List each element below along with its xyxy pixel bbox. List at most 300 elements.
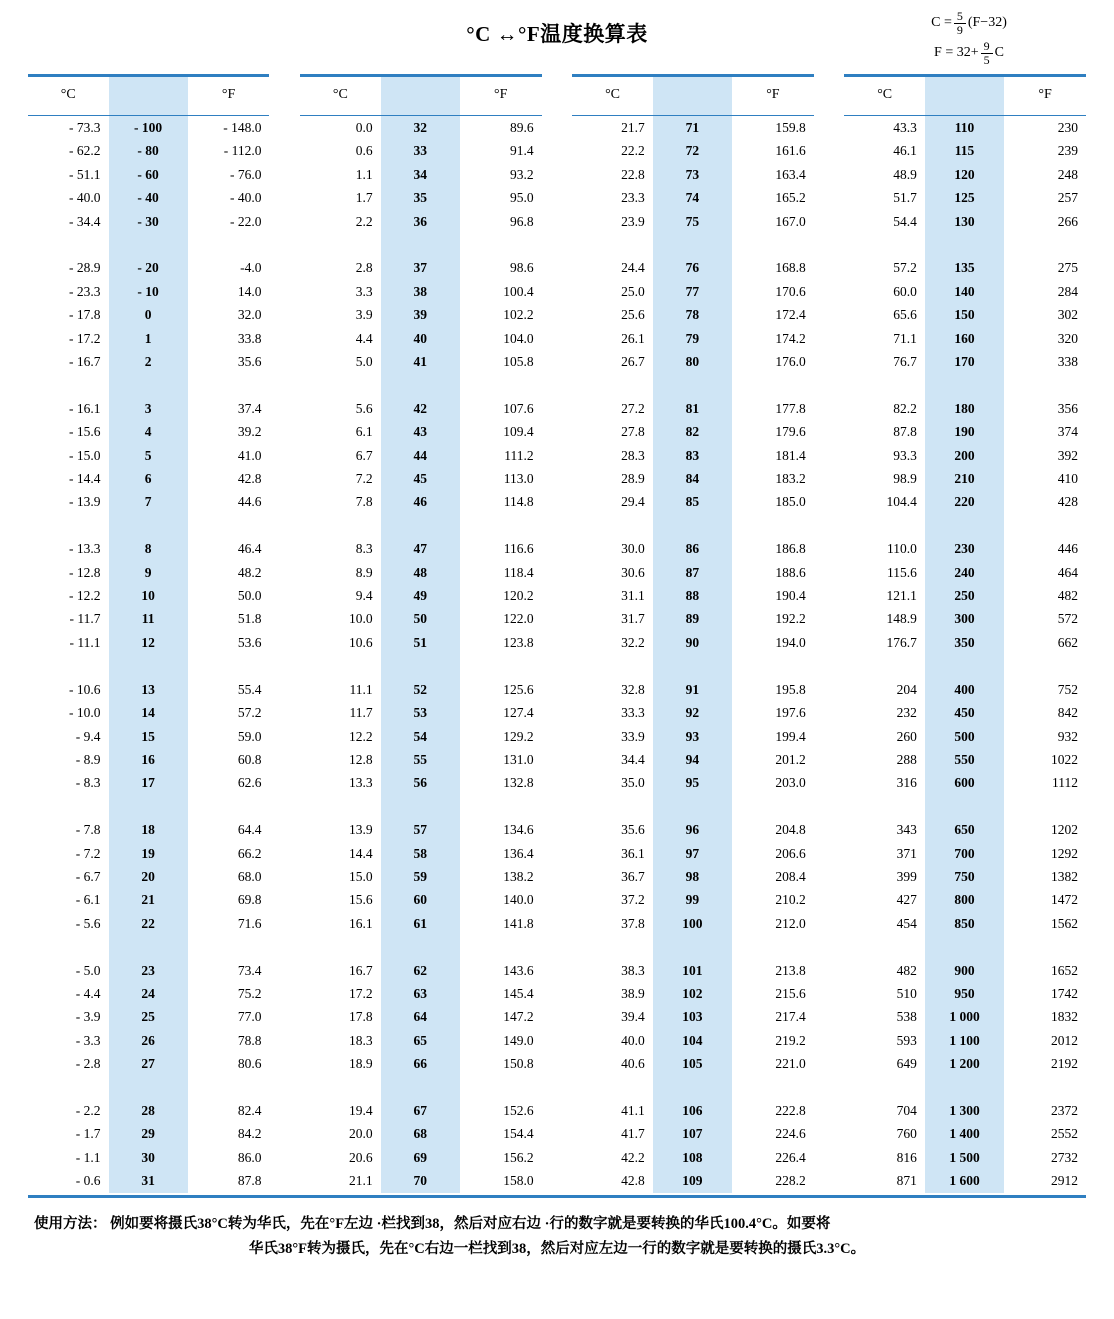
cell-celsius: 17.2 [349, 985, 373, 1001]
cell-base-value: 109 [653, 1169, 732, 1192]
table-row [28, 327, 1086, 350]
cell-base-value: 62 [381, 959, 460, 982]
spacer-cell [300, 233, 381, 256]
cell-base-value: - 80 [109, 139, 188, 162]
spacer-cell [572, 935, 653, 958]
cell-base-value: 1 200 [925, 1052, 1004, 1075]
spacer-cell [460, 1076, 542, 1099]
table-row [28, 1169, 1086, 1192]
cell-gap [814, 280, 845, 303]
cell-gap [542, 1005, 573, 1028]
spacer-cell [1004, 514, 1086, 537]
cell-fahrenheit: 62.6 [237, 775, 262, 791]
cell-base-value: 18 [109, 818, 188, 841]
cell-celsius: 2.2 [355, 213, 373, 229]
cell-base-value: 85 [653, 490, 732, 513]
cell-fahrenheit: 1652 [1051, 962, 1078, 978]
cell-gap [269, 327, 300, 350]
spacer-gap [814, 514, 845, 537]
cell-base-value: 90 [653, 631, 732, 654]
spacer-cell-mid [109, 654, 188, 677]
cell-celsius: 399 [896, 868, 917, 884]
cell-fahrenheit: 93.2 [510, 166, 534, 182]
cell-celsius: - 15.0 [69, 447, 101, 463]
cell-base-value: 11 [109, 607, 188, 630]
cell-gap [542, 748, 573, 771]
spacer-cell [844, 795, 925, 818]
cell-celsius: 46.1 [893, 143, 917, 159]
cell-fahrenheit: 82.4 [237, 1102, 262, 1118]
cell-fahrenheit: 95.0 [510, 190, 534, 206]
cell-gap [814, 116, 845, 139]
cell-base-value: 99 [653, 888, 732, 911]
cell-base-value: 97 [653, 842, 732, 865]
cell-base-value: 106 [653, 1099, 732, 1122]
cell-base-value: 1 400 [925, 1122, 1004, 1145]
cell-fahrenheit: 356 [1057, 400, 1078, 416]
cell-celsius: 42.8 [621, 1173, 645, 1189]
cell-celsius: 57.2 [893, 260, 917, 276]
cell-gap [814, 1122, 845, 1145]
cell-fahrenheit: 134.6 [503, 822, 534, 838]
cell-fahrenheit: 114.8 [503, 494, 534, 510]
formula-fahrenheit-lead: F = 32+ [934, 45, 979, 60]
cell-fahrenheit: 842 [1057, 705, 1078, 721]
cell-base-value: 39 [381, 303, 460, 326]
cell-fahrenheit: 374 [1057, 424, 1078, 440]
cell-fahrenheit: 84.2 [237, 1126, 262, 1142]
cell-celsius: 15.0 [349, 868, 373, 884]
cell-fahrenheit: 55.4 [237, 681, 262, 697]
spacer-cell [844, 373, 925, 396]
spacer-gap [542, 795, 573, 818]
cell-celsius: 40.0 [621, 1032, 645, 1048]
cell-gap [814, 327, 845, 350]
cell-gap [542, 561, 573, 584]
cell-celsius: 38.9 [621, 985, 645, 1001]
cell-base-value: 103 [653, 1005, 732, 1028]
cell-gap [269, 1029, 300, 1052]
cell-gap [814, 748, 845, 771]
cell-gap [542, 537, 573, 560]
cell-gap [269, 186, 300, 209]
cell-gap [542, 842, 573, 865]
cell-fahrenheit: 145.4 [503, 985, 534, 1001]
cell-gap [542, 350, 573, 373]
table-group-spacer [28, 935, 1086, 958]
cell-gap [814, 678, 845, 701]
cell-gap [814, 303, 845, 326]
cell-celsius: 13.3 [349, 775, 373, 791]
spacer-cell-mid [653, 795, 732, 818]
table-row [28, 888, 1086, 911]
cell-celsius: 18.3 [349, 1032, 373, 1048]
cell-celsius: - 16.1 [69, 400, 101, 416]
spacer-cell [732, 233, 814, 256]
spacer-cell-mid [109, 233, 188, 256]
spacer-cell [572, 1076, 653, 1099]
spacer-cell-mid [925, 373, 1004, 396]
cell-gap [542, 467, 573, 490]
cell-gap [814, 771, 845, 794]
cell-fahrenheit: 41.0 [237, 447, 262, 463]
cell-fahrenheit: 172.4 [775, 307, 806, 323]
cell-celsius: 41.1 [621, 1102, 645, 1118]
cell-fahrenheit: 46.4 [237, 541, 262, 557]
cell-celsius: 43.3 [893, 120, 917, 135]
spacer-cell [188, 795, 270, 818]
cell-fahrenheit: 662 [1057, 634, 1078, 650]
cell-celsius: - 6.7 [75, 868, 101, 884]
cell-fahrenheit: 190.4 [775, 588, 806, 604]
spacer-cell [28, 654, 109, 677]
cell-base-value: 1 300 [925, 1099, 1004, 1122]
cell-fahrenheit: - 22.0 [229, 213, 262, 229]
cell-fahrenheit: 161.6 [775, 143, 806, 159]
cell-base-value: 1 500 [925, 1146, 1004, 1169]
spacer-cell [300, 795, 381, 818]
cell-base-value: 31 [109, 1169, 188, 1192]
cell-celsius: 76.7 [893, 354, 917, 370]
header-mid-3 [653, 77, 732, 115]
cell-celsius: - 8.9 [75, 751, 101, 767]
cell-fahrenheit: 1472 [1051, 892, 1078, 908]
cell-fahrenheit: 118.4 [503, 564, 534, 580]
cell-base-value: 61 [381, 912, 460, 935]
cell-fahrenheit: 48.2 [237, 564, 262, 580]
cell-fahrenheit: 204.8 [775, 822, 806, 838]
cell-base-value: 42 [381, 397, 460, 420]
cell-gap [269, 607, 300, 630]
cell-gap [542, 631, 573, 654]
cell-fahrenheit: 141.8 [503, 915, 534, 931]
cell-fahrenheit: 338 [1057, 354, 1078, 370]
cell-gap [542, 865, 573, 888]
cell-celsius: 87.8 [893, 424, 917, 440]
spacer-cell [460, 935, 542, 958]
cell-fahrenheit: 167.0 [775, 213, 806, 229]
cell-base-value: 41 [381, 350, 460, 373]
cell-base-value: 71 [653, 116, 732, 139]
cell-celsius: - 11.7 [69, 611, 101, 627]
cell-gap [269, 537, 300, 560]
table-row [28, 842, 1086, 865]
cell-celsius: - 4.4 [75, 985, 101, 1001]
cell-celsius: 538 [896, 1009, 917, 1025]
cell-fahrenheit: 44.6 [237, 494, 262, 510]
cell-celsius: - 1.7 [75, 1126, 101, 1142]
spacer-gap [542, 935, 573, 958]
cell-fahrenheit: 215.6 [775, 985, 806, 1001]
spacer-cell [732, 654, 814, 677]
formula-fahrenheit-tail: C [994, 45, 1004, 60]
cell-fahrenheit: 131.0 [503, 751, 534, 767]
cell-fahrenheit: 77.0 [237, 1009, 262, 1025]
header-celsius-2: °C [332, 87, 348, 102]
spacer-cell-mid [381, 1076, 460, 1099]
cell-base-value: - 20 [109, 256, 188, 279]
formula-celsius-lead: C = [931, 15, 952, 30]
cell-base-value: 59 [381, 865, 460, 888]
cell-base-value: 0 [109, 303, 188, 326]
cell-base-value: 10 [109, 584, 188, 607]
cell-fahrenheit: 100.4 [503, 283, 534, 299]
cell-base-value: 82 [653, 420, 732, 443]
cell-base-value: 600 [925, 771, 1004, 794]
cell-base-value: 84 [653, 467, 732, 490]
cell-fahrenheit: 320 [1057, 330, 1078, 346]
cell-gap [814, 397, 845, 420]
cell-fahrenheit: 165.2 [775, 190, 806, 206]
cell-fahrenheit: 89.6 [510, 120, 534, 135]
cell-fahrenheit: 96.8 [510, 213, 534, 229]
cell-celsius: 288 [896, 751, 917, 767]
cell-gap [542, 1052, 573, 1075]
cell-celsius: 816 [896, 1149, 917, 1165]
cell-fahrenheit: 572 [1057, 611, 1078, 627]
cell-gap [814, 1052, 845, 1075]
cell-fahrenheit: 1202 [1051, 822, 1078, 838]
cell-celsius: 371 [896, 845, 917, 861]
table-row [28, 116, 1086, 139]
cell-celsius: 8.9 [355, 564, 373, 580]
cell-celsius: 16.7 [349, 962, 373, 978]
cell-celsius: 0.0 [355, 120, 373, 135]
spacer-cell-mid [381, 373, 460, 396]
spacer-cell-mid [109, 935, 188, 958]
cell-gap [814, 1169, 845, 1192]
cell-celsius: 121.1 [886, 588, 917, 604]
cell-base-value: 16 [109, 748, 188, 771]
cell-fahrenheit: 1742 [1051, 985, 1078, 1001]
cell-fahrenheit: 230 [1057, 120, 1078, 135]
cell-base-value: 14 [109, 701, 188, 724]
table-row [28, 303, 1086, 326]
cell-gap [542, 982, 573, 1005]
cell-gap [542, 490, 573, 513]
cell-fahrenheit: 60.8 [237, 751, 262, 767]
table-row [28, 139, 1086, 162]
cell-celsius: - 10.0 [69, 705, 101, 721]
spacer-cell [28, 233, 109, 256]
spacer-gap [814, 795, 845, 818]
cell-celsius: 31.1 [621, 588, 645, 604]
cell-base-value: 750 [925, 865, 1004, 888]
cell-fahrenheit: 275 [1057, 260, 1078, 276]
cell-base-value: 86 [653, 537, 732, 560]
cell-fahrenheit: 410 [1057, 471, 1078, 487]
cell-fahrenheit: 219.2 [775, 1032, 806, 1048]
gap-h-2 [542, 77, 573, 115]
table-row [28, 444, 1086, 467]
cell-base-value: 800 [925, 888, 1004, 911]
cell-base-value: 20 [109, 865, 188, 888]
header-mid-1 [109, 77, 188, 115]
cell-celsius: 115.6 [887, 564, 917, 580]
cell-fahrenheit: - 40.0 [229, 190, 262, 206]
cell-celsius: 0.6 [355, 143, 373, 159]
cell-base-value: 350 [925, 631, 1004, 654]
cell-celsius: 22.8 [621, 166, 645, 182]
cell-celsius: - 12.2 [69, 588, 101, 604]
spacer-cell-mid [381, 795, 460, 818]
cell-base-value: 64 [381, 1005, 460, 1028]
cell-base-value: 1 000 [925, 1005, 1004, 1028]
cell-gap [269, 678, 300, 701]
cell-celsius: - 7.2 [75, 845, 101, 861]
cell-fahrenheit: 1562 [1051, 915, 1078, 931]
cell-fahrenheit: 107.6 [503, 400, 534, 416]
cell-fahrenheit: 170.6 [775, 283, 806, 299]
table-group-spacer [28, 514, 1086, 537]
spacer-cell [28, 373, 109, 396]
cell-gap [814, 210, 845, 233]
cell-gap [269, 210, 300, 233]
cell-celsius: 25.0 [621, 283, 645, 299]
table-row [28, 210, 1086, 233]
spacer-cell [572, 795, 653, 818]
spacer-cell-mid [653, 373, 732, 396]
cell-base-value: 7 [109, 490, 188, 513]
spacer-cell-mid [925, 233, 1004, 256]
cell-gap [814, 888, 845, 911]
cell-celsius: - 34.4 [69, 213, 101, 229]
cell-fahrenheit: 228.2 [775, 1173, 806, 1189]
footnote-line-2: 华氏38°F转为摄氏，先在°C右边一栏找到38，然后对应左边一行的数字就是要转换的摄氏3.3°C。 [248, 1240, 866, 1257]
cell-celsius: 316 [896, 775, 917, 791]
header-celsius-4: °C [877, 87, 893, 102]
cell-base-value: 220 [925, 490, 1004, 513]
cell-base-value: 87 [653, 561, 732, 584]
cell-celsius: 19.4 [349, 1102, 373, 1118]
cell-celsius: 11.7 [349, 705, 373, 721]
spacer-cell [300, 935, 381, 958]
cell-fahrenheit: 14.0 [237, 283, 262, 299]
cell-celsius: 15.6 [349, 892, 373, 908]
cell-celsius: 482 [896, 962, 917, 978]
cell-gap [269, 1169, 300, 1192]
cell-celsius: 27.2 [621, 400, 645, 416]
cell-fahrenheit: 156.2 [503, 1149, 534, 1165]
cell-fahrenheit: 57.2 [237, 705, 262, 721]
table-row [28, 280, 1086, 303]
cell-base-value: 1 100 [925, 1029, 1004, 1052]
page-title: °C ↔°F温度换算表 [466, 22, 648, 46]
cell-base-value: 77 [653, 280, 732, 303]
cell-base-value: 22 [109, 912, 188, 935]
cell-celsius: - 7.8 [75, 822, 101, 838]
cell-gap [269, 1122, 300, 1145]
spacer-cell-mid [381, 514, 460, 537]
cell-base-value: 115 [925, 139, 1004, 162]
table-row [28, 467, 1086, 490]
cell-fahrenheit: 1832 [1051, 1009, 1078, 1025]
cell-base-value: 107 [653, 1122, 732, 1145]
header [28, 0, 1086, 74]
cell-celsius: - 10.6 [69, 681, 101, 697]
cell-gap [814, 350, 845, 373]
header-fahrenheit-3: °F [766, 87, 780, 102]
cell-gap [269, 139, 300, 162]
table-row [28, 420, 1086, 443]
cell-gap [269, 116, 300, 139]
cell-base-value: 29 [109, 1122, 188, 1145]
cell-base-value: 900 [925, 959, 1004, 982]
cell-fahrenheit: 87.8 [237, 1173, 262, 1189]
cell-celsius: 29.4 [621, 494, 645, 510]
cell-gap [542, 210, 573, 233]
cell-celsius: - 3.9 [75, 1009, 101, 1025]
cell-base-value: 1 600 [925, 1169, 1004, 1192]
cell-celsius: 22.2 [621, 143, 645, 159]
cell-base-value: 36 [381, 210, 460, 233]
cell-gap [814, 584, 845, 607]
cell-gap [542, 420, 573, 443]
cell-fahrenheit: 168.8 [775, 260, 806, 276]
cell-celsius: 30.0 [621, 541, 645, 557]
cell-base-value: 47 [381, 537, 460, 560]
cell-base-value: 8 [109, 537, 188, 560]
cell-celsius: - 15.6 [69, 424, 101, 440]
cell-celsius: - 6.1 [75, 892, 101, 908]
cell-base-value: 25 [109, 1005, 188, 1028]
table-row [28, 725, 1086, 748]
cell-gap [542, 725, 573, 748]
spacer-gap [269, 233, 300, 256]
cell-celsius: 40.6 [621, 1056, 645, 1072]
table-row [28, 186, 1086, 209]
table-row [28, 701, 1086, 724]
cell-base-value: 4 [109, 420, 188, 443]
cell-gap [269, 350, 300, 373]
cell-gap [814, 1099, 845, 1122]
cell-fahrenheit: 199.4 [775, 728, 806, 744]
cell-base-value: - 10 [109, 280, 188, 303]
cell-gap [814, 1029, 845, 1052]
cell-celsius: 8.3 [355, 541, 373, 557]
cell-fahrenheit: 104.0 [503, 330, 534, 346]
cell-base-value: - 30 [109, 210, 188, 233]
spacer-gap [814, 935, 845, 958]
cell-gap [542, 116, 573, 139]
spacer-cell-mid [109, 514, 188, 537]
cell-gap [542, 912, 573, 935]
spacer-cell-mid [925, 514, 1004, 537]
cell-fahrenheit: 212.0 [775, 915, 806, 931]
cell-fahrenheit: 239 [1057, 143, 1078, 159]
spacer-cell-mid [925, 795, 1004, 818]
cell-gap [542, 397, 573, 420]
cell-base-value: 89 [653, 607, 732, 630]
spacer-cell [300, 514, 381, 537]
spacer-cell [188, 514, 270, 537]
cell-base-value: 120 [925, 163, 1004, 186]
cell-gap [814, 1146, 845, 1169]
cell-celsius: 25.6 [621, 307, 645, 323]
cell-base-value: 69 [381, 1146, 460, 1169]
table-group-spacer [28, 1076, 1086, 1099]
cell-gap [269, 490, 300, 513]
cell-base-value: 78 [653, 303, 732, 326]
cell-gap [814, 842, 845, 865]
cell-base-value: 3 [109, 397, 188, 420]
cell-celsius: - 12.8 [69, 564, 101, 580]
cell-celsius: - 11.1 [69, 634, 101, 650]
cell-fahrenheit: 181.4 [775, 447, 806, 463]
spacer-gap [814, 1076, 845, 1099]
cell-fahrenheit: 50.0 [237, 588, 262, 604]
cell-gap [814, 561, 845, 584]
